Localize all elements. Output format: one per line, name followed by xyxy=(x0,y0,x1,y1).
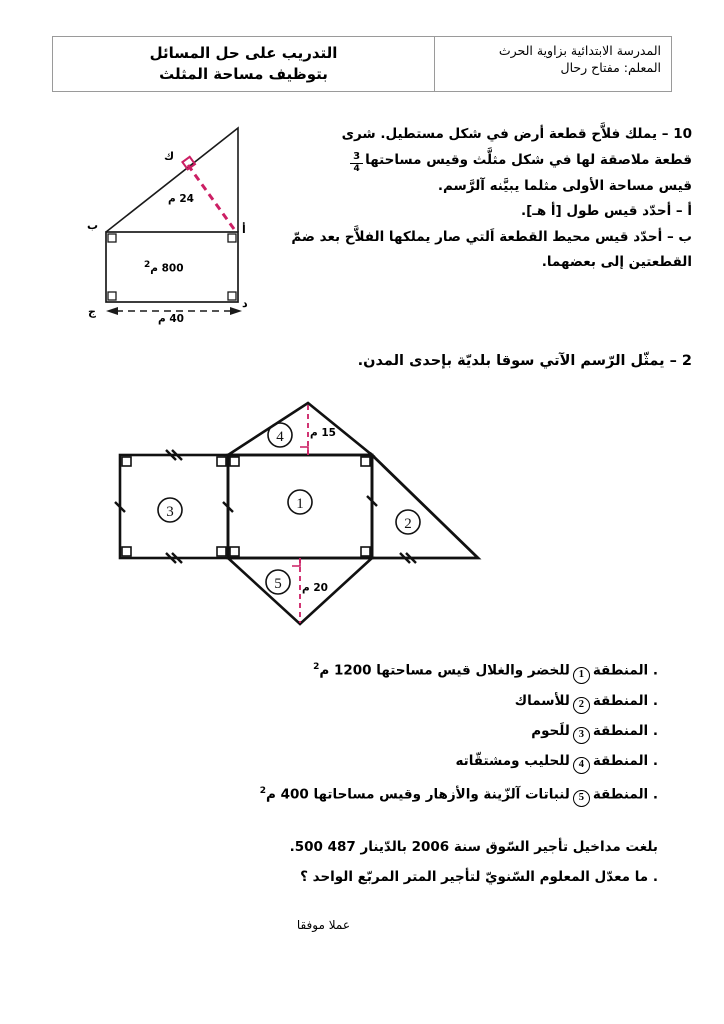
zone-5-description xyxy=(150,776,658,810)
right-angle-z1-bl xyxy=(230,547,239,556)
label-vertex-a: أ xyxy=(242,223,246,236)
fraction-denominator: 4 xyxy=(350,163,363,174)
fraction-three-quarters xyxy=(350,152,363,174)
right-angle-z1-tr xyxy=(361,457,370,466)
label-area-800 xyxy=(144,260,184,275)
fraction-numerator: 3 xyxy=(353,150,361,162)
label-zone4-height: 15 م xyxy=(310,427,336,439)
exercise-1-line-2-text: قطعة ملاصقة لها في شكل مثلَّث وقيس مساحتها xyxy=(365,151,692,168)
zone-4-prefix: . المنطقة xyxy=(592,752,658,769)
zone-2-description xyxy=(150,686,658,716)
label-vertex-b: ب xyxy=(87,219,99,232)
exercise-1-part-b-line2: القطعتين إلى بعضهما. xyxy=(541,254,692,270)
zone-1-exponent: 2 xyxy=(313,662,320,672)
closing-question-block xyxy=(230,832,658,892)
label-base-40m: 40 م xyxy=(158,313,184,325)
zone-5-exponent: 2 xyxy=(259,785,266,796)
zone-1-text: للخضر والغلال قيس مساحتها 1200 م xyxy=(319,662,570,679)
zone-3-badge: 3 xyxy=(573,727,590,744)
worksheet-title-line1: التدريب على حل المسائل xyxy=(149,44,338,62)
zone-5-number: 5 xyxy=(274,576,282,592)
right-angle-mark-a xyxy=(228,234,236,242)
zone-5-badge: 5 xyxy=(573,790,590,807)
right-angle-z1-tl xyxy=(230,457,239,466)
good-luck-note: عملا موفقا xyxy=(296,918,350,932)
zone-4-text: للحليب ومشتقّاته xyxy=(455,752,570,769)
header-table xyxy=(52,36,672,92)
right-angle-z1-br xyxy=(361,547,370,556)
revenue-statement: بلغت مداخيل تأجير السّوق سنة 2006 بالدّينار 487 500. xyxy=(289,839,658,855)
right-angle-mark-b xyxy=(108,234,116,242)
school-name: المدرسة الابتدائية بزاوية الحرث xyxy=(498,43,661,58)
zone-4-description xyxy=(150,746,658,776)
zone-2-text: للأسماك xyxy=(514,692,570,709)
zone-3-text: للَحوم xyxy=(531,722,570,739)
right-angle-z3-tl xyxy=(122,457,131,466)
zone-1-number: 1 xyxy=(296,496,304,512)
label-vertex-d: د xyxy=(242,297,248,310)
zone-3-prefix: . المنطقة xyxy=(592,722,658,739)
right-angle-mark-d xyxy=(228,292,236,300)
zone-3-shape xyxy=(120,455,228,558)
exercise-1-line-3: قيس مساحة الأولى مثلما يبيَّنه آلرَّسم. xyxy=(437,177,692,194)
exercise-1-text xyxy=(291,122,692,276)
label-vertex-k: ك xyxy=(164,150,175,163)
zone-4-badge: 4 xyxy=(573,757,590,774)
right-angle-z3-tr xyxy=(217,457,226,466)
zone-1-description xyxy=(150,652,658,686)
zone-2-badge: 2 xyxy=(573,697,590,714)
label-area-exponent: 2 xyxy=(144,260,151,270)
exercise-1-line-2 xyxy=(300,148,692,174)
final-question: . ما معدّل المعلوم السّنويّ لتأجير المتر المربّع الواحد ؟ xyxy=(300,869,658,885)
label-zone5-height: 20 م xyxy=(302,582,328,594)
zone-number-circles xyxy=(158,423,420,594)
right-angle-z3-br xyxy=(217,547,226,556)
label-area-value: 800 م xyxy=(150,262,184,275)
right-angle-mark-j xyxy=(108,292,116,300)
zone-4-number: 4 xyxy=(276,429,284,445)
teacher-name: المعلم: مفتاح رحال xyxy=(560,60,661,75)
zone-description-list xyxy=(150,652,658,809)
zone-2-number: 2 xyxy=(404,516,412,532)
zone-3-number: 3 xyxy=(166,504,174,520)
zone-2-shape xyxy=(372,455,478,558)
label-vertex-j: ج xyxy=(88,305,96,318)
zone-3-description xyxy=(150,716,658,746)
figure-market-layout xyxy=(100,392,520,632)
zone-1-prefix: . المنطقة xyxy=(592,662,658,679)
zone-5-prefix: . المنطقة xyxy=(592,786,658,802)
exercise-1-part-b-line1: ب – أحدّد قيس محيط القطعة اَلتي صار يملكها الفلاَّح بعد ضمّ xyxy=(291,228,692,245)
zone-2-prefix: . المنطقة xyxy=(592,692,658,709)
exercise-2-heading: 2 – يمثّل الرّسم الآتي سوقا بلديّة بإحدى المدن. xyxy=(357,353,692,369)
exercise-1-part-a: أ – أحدّد قيس طول [أ هـ]. xyxy=(520,203,692,219)
zone-number-texts xyxy=(166,429,412,592)
figure-triangle-rectangle xyxy=(60,115,300,330)
height-dashed-line xyxy=(188,165,234,229)
triangle-outline xyxy=(106,128,238,232)
right-angle-mark-k xyxy=(182,157,195,170)
exercise-1-line-1: 10 – يملك فلاَّح قطعة أرض في شكل مستطيل. شرى xyxy=(341,126,692,142)
zone-5-text: لنباتات آلزّينة والأزهار وقيس مساحاتها 400 م xyxy=(265,786,570,802)
right-angle-z3-bl xyxy=(122,547,131,556)
zone-1-badge: 1 xyxy=(573,667,590,684)
base-arrow-right xyxy=(230,307,242,315)
base-arrow-left xyxy=(106,307,118,315)
label-height-24m: 24 م xyxy=(168,193,194,205)
header-title-cell xyxy=(53,37,435,91)
header-school-cell xyxy=(435,37,671,91)
worksheet-title-line2: بتوظيف مساحة المثلث xyxy=(159,65,328,83)
